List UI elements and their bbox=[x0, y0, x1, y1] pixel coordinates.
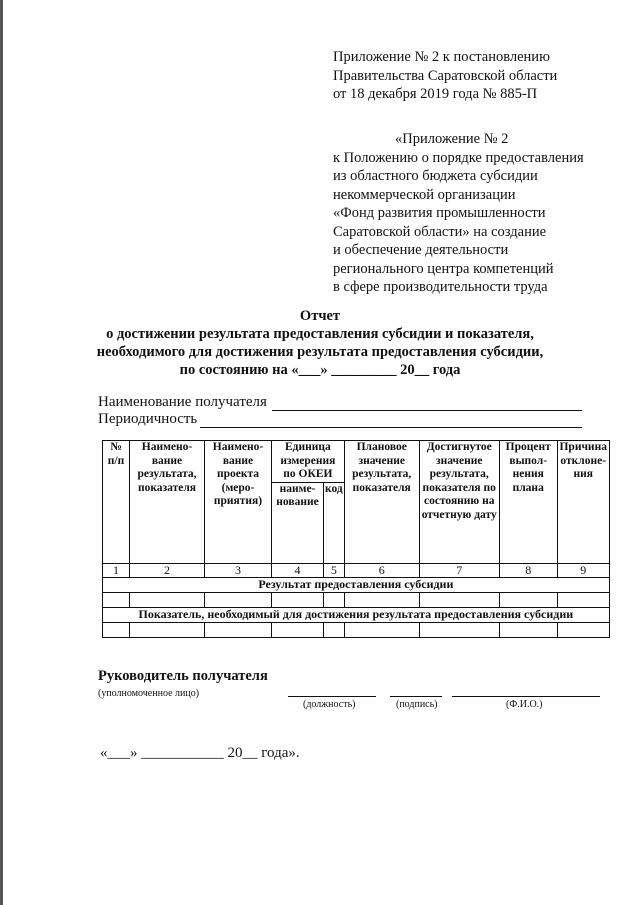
signature-note: (уполномоченное лицо) bbox=[98, 688, 200, 699]
table-cell[interactable] bbox=[324, 623, 345, 638]
regulation-line: «Фонд развития промышленности bbox=[333, 205, 546, 221]
scan-edge bbox=[0, 0, 3, 905]
table-cell[interactable] bbox=[344, 623, 419, 638]
regulation-header bbox=[333, 130, 584, 297]
table-cell[interactable] bbox=[419, 593, 499, 608]
table-cell[interactable] bbox=[272, 593, 324, 608]
table-cell[interactable] bbox=[324, 593, 345, 608]
report-table bbox=[102, 440, 610, 638]
table-cell[interactable] bbox=[557, 593, 609, 608]
sign-caption: (подпись) bbox=[396, 699, 438, 710]
regulation-line: из областного бюджета субсидии bbox=[333, 168, 538, 184]
report-subtitle: о достижении результата предоставления субсидии и показателя, bbox=[106, 326, 534, 342]
position-caption: (должность) bbox=[303, 699, 356, 710]
date-line: «___» ___________ 20__ года». bbox=[100, 745, 300, 761]
header-planned-value: Плановое значение результата, показателя bbox=[344, 441, 419, 564]
table-cell[interactable] bbox=[499, 593, 557, 608]
signature-head: Руководитель получателя bbox=[98, 668, 268, 684]
header-project-name: Наимено-вание проекта (меро-приятия) bbox=[205, 441, 272, 564]
section-result: Результат предоставления субсидии bbox=[103, 578, 610, 593]
table-row bbox=[103, 593, 610, 608]
report-title: Отчет bbox=[299, 308, 341, 324]
column-number: 7 bbox=[419, 563, 499, 578]
annex-line: Приложение № 2 к постановлению bbox=[333, 49, 550, 65]
table-cell[interactable] bbox=[205, 593, 272, 608]
table-cell[interactable] bbox=[557, 623, 609, 638]
table-cell[interactable] bbox=[419, 623, 499, 638]
header-achieved-value: Достигнутое значение результата, показателя по состоянию на отчетную дату bbox=[419, 441, 499, 564]
header-unit-group: Единица измерения по ОКЕИ bbox=[272, 441, 345, 483]
regulation-line: некоммерческой организации bbox=[333, 186, 516, 203]
header-unit-code: код bbox=[324, 482, 345, 563]
name-caption: (Ф.И.О.) bbox=[506, 699, 543, 710]
table-cell[interactable] bbox=[103, 623, 130, 638]
column-number: 8 bbox=[499, 563, 557, 578]
header-percent: Процент выпол-нения плана bbox=[499, 441, 557, 564]
regulation-line: и обеспечение деятельности bbox=[333, 242, 509, 258]
annex-line: Правительства Саратовской области bbox=[333, 67, 558, 84]
column-number: 5 bbox=[324, 563, 345, 578]
table-cell[interactable] bbox=[499, 623, 557, 638]
regulation-line: регионального центра компетенций bbox=[333, 260, 554, 277]
column-number: 4 bbox=[272, 563, 324, 578]
table-cell[interactable] bbox=[103, 593, 130, 608]
header-number: № п/п bbox=[103, 441, 130, 564]
header-result-name: Наимено-вание результата, показателя bbox=[130, 441, 205, 564]
annex-header bbox=[333, 48, 557, 104]
regulation-line: к Положению о порядке предоставления bbox=[333, 149, 584, 166]
table-cell[interactable] bbox=[344, 593, 419, 608]
report-date-line: по состоянию на «___» _________ 20__ года bbox=[179, 362, 461, 378]
annex-line: от 18 декабря 2019 года № 885-П bbox=[333, 86, 538, 102]
section-indicator: Показатель, необходимый для достижения результата предоставления субсидии bbox=[103, 608, 610, 623]
column-number: 2 bbox=[130, 563, 205, 578]
report-subtitle: необходимого для достижения результата предоставления субсидии, bbox=[96, 344, 544, 360]
position-input[interactable] bbox=[288, 696, 376, 697]
table-cell[interactable] bbox=[272, 623, 324, 638]
column-number: 1 bbox=[103, 563, 130, 578]
recipient-label: Наименование получателя bbox=[98, 394, 267, 410]
table-cell[interactable] bbox=[130, 593, 205, 608]
column-number: 3 bbox=[205, 563, 272, 578]
table-row bbox=[103, 623, 610, 638]
column-number: 9 bbox=[557, 563, 609, 578]
periodicity-input[interactable] bbox=[200, 427, 582, 428]
column-number: 6 bbox=[344, 563, 419, 578]
recipient-input[interactable] bbox=[272, 410, 582, 411]
header-reason: Причина отклоне-ния bbox=[557, 441, 609, 564]
name-input[interactable] bbox=[452, 696, 600, 697]
sign-input[interactable] bbox=[390, 696, 442, 697]
periodicity-label: Периодичность bbox=[98, 411, 198, 427]
header-unit-name: наиме-нование bbox=[272, 482, 324, 563]
regulation-line: Саратовской области» на создание bbox=[333, 223, 547, 240]
regulation-line: в сфере производительности труда bbox=[333, 279, 548, 295]
table-cell[interactable] bbox=[205, 623, 272, 638]
regulation-line: «Приложение № 2 bbox=[395, 131, 509, 147]
table-cell[interactable] bbox=[130, 623, 205, 638]
